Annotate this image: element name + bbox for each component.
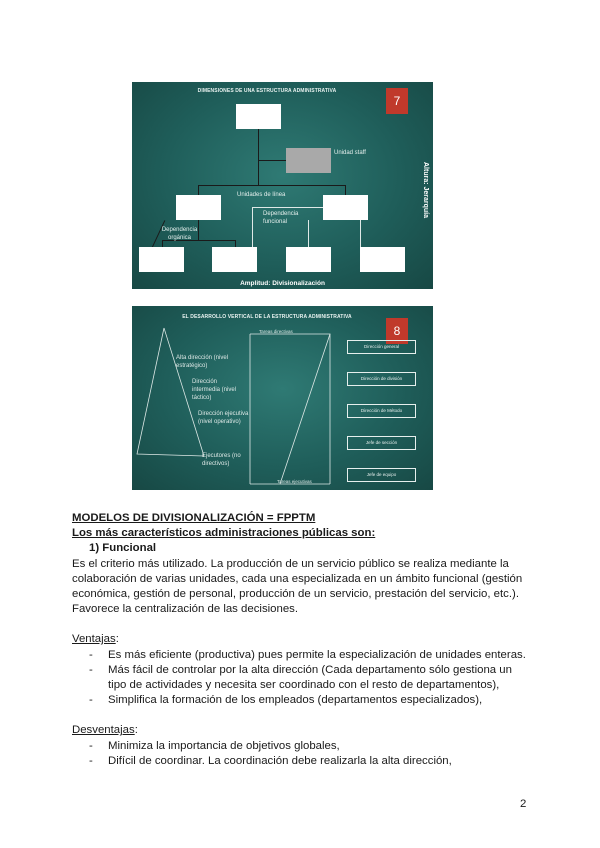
organic-dependency-label: Dependencia orgánica <box>161 227 198 241</box>
slide-number: 8 <box>386 318 408 344</box>
disadvantages-list <box>72 739 532 769</box>
line-unit-box <box>176 195 221 220</box>
connector-line <box>345 185 346 195</box>
level-label: Dirección intermedia (nivel táctico) <box>192 379 237 401</box>
list-item: - Más fácil de controlar por la alta dirección (Cada departamento sólo gestiona un tipo de actividades y necesita ser coordinado con el resto de departamentos), <box>72 663 532 693</box>
staff-unit-box <box>286 148 331 173</box>
hierarchy-box: Dirección de Método <box>347 404 416 418</box>
list-item: - Es más eficiente (productiva) pues permite la especialización de unidades enteras. <box>72 648 532 663</box>
level-label: Dirección ejecutiva (nivel operativo) <box>198 411 249 425</box>
connector-line <box>198 185 199 195</box>
slide-vertical-development <box>132 306 433 490</box>
slide-structure-dimensions <box>132 82 433 289</box>
slide-title: EL DESARROLLO VERTICAL DE LA ESTRUCTURA ADMINISTRATIVA <box>182 314 352 320</box>
operational-unit-box <box>212 247 257 272</box>
page-number: 2 <box>520 798 527 810</box>
operational-unit-box <box>360 247 405 272</box>
executive-tasks-label: Tareas ejecutivas <box>277 479 312 484</box>
subsection-title: 1) Funcional <box>89 542 157 555</box>
intro-paragraph: Es el criterio más utilizado. La producción de un servicio público se realiza mediante la colaboración de varias unidades, cada una especializada en un ámbito funcional (gestión económica, gestión de personal, producción de un servicio, prestación del servicio, etc.). Favorece la centralización de las decisiones. <box>72 557 523 616</box>
operational-unit-box <box>139 247 184 272</box>
width-divisionalization-label: Amplitud: Divisionalización <box>240 280 325 287</box>
connector-line <box>198 185 345 186</box>
hierarchy-box: Jefe de equipo <box>347 468 416 482</box>
connector-line <box>258 129 259 185</box>
list-item: - Minimiza la importancia de objetivos globales, <box>72 739 532 754</box>
functional-dependency-label: Dependencia funcional <box>263 211 299 225</box>
section-subheading: Los más característicos administraciones públicas son: <box>72 527 376 540</box>
slide-number: 7 <box>386 88 408 114</box>
connector-line <box>235 240 236 247</box>
level-label: Alta dirección (nivel estratégico) <box>176 355 229 369</box>
hierarchy-box: Dirección de división <box>347 372 416 386</box>
height-hierarchy-label: Altura: Jerarquía <box>422 162 429 219</box>
section-heading: MODELOS DE DIVISIONALIZACIÓN = FPPTM <box>72 512 316 524</box>
staff-unit-label: Unidad staff <box>334 150 366 156</box>
list-item: - Difícil de coordinar. La coordinación debe realizarla la alta dirección, <box>72 754 532 769</box>
list-item: - Simplifica la formación de los empleados (departamentos especializados), <box>72 693 532 708</box>
level-label: Ejecutores (no directivos) <box>202 453 241 467</box>
directive-tasks-label: Tareas directivas <box>259 329 293 334</box>
top-management-box <box>236 104 281 129</box>
line-units-label: Unidades de línea <box>237 192 286 198</box>
hierarchy-box: Dirección general <box>347 340 416 354</box>
slide-title: DIMENSIONES DE UNA ESTRUCTURA ADMINISTRATIVA <box>197 88 337 94</box>
functional-line <box>252 207 253 247</box>
advantages-list <box>72 648 532 709</box>
connector-line <box>258 160 286 161</box>
document-body: MODELOS DE DIVISIONALIZACIÓN = FPPTM Los más característicos administraciones públicas son: 1) Funcional Es el criterio más utilizado. La producción de un servicio público se realiza mediante la colaboración de varias unidades, cada una especializada en un ámbito funcional (gestión económica, gestión de personal, producción de un servicio, prestación del servicio, etc.). Favorece la centralización de las decisiones. Ventajas: - Es más eficiente (productiva) pues permite la especialización de unidades enteras. - Más fácil de controlar por la alta dirección (Cada departamento sólo gestiona un tipo de actividades y necesita ser coordinado con el resto de departamentos), - Simplifica la formación de los empleados (departamentos especializados), Desventajas: - Minimiza la importancia de objetivos globales, - Difícil de coordinar. La coordinación debe realizarla la alta dirección, <box>72 511 532 769</box>
hierarchy-box: Jefe de sección <box>347 436 416 450</box>
advantages-label: Ventajas <box>72 633 116 646</box>
operational-unit-box <box>286 247 331 272</box>
line-unit-box <box>323 195 368 220</box>
disadvantages-label: Desventajas <box>72 724 135 737</box>
